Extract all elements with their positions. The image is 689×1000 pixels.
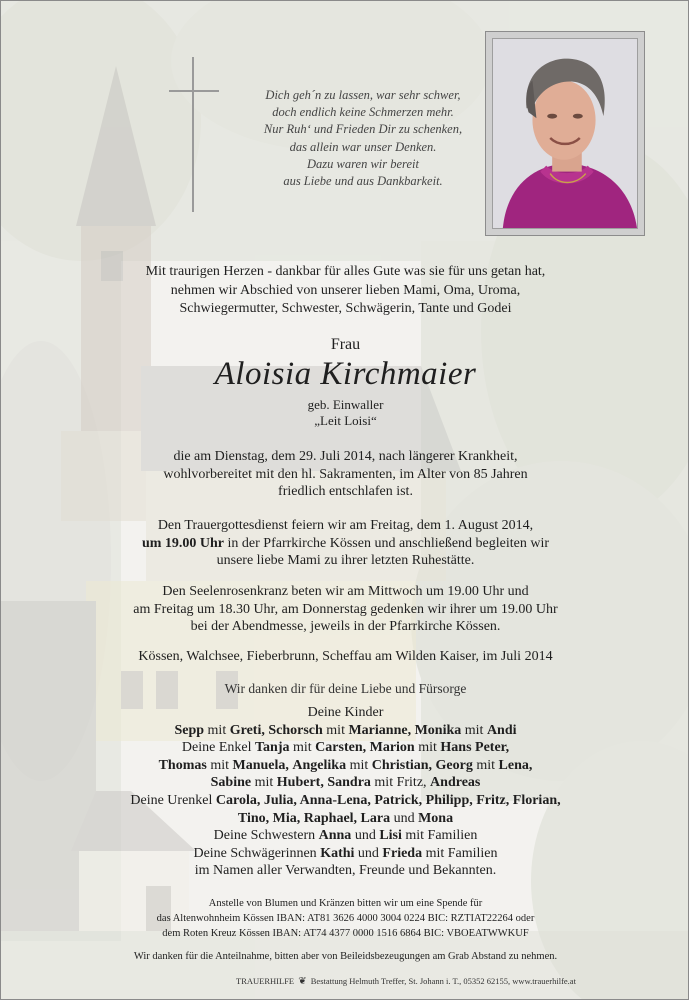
poem-line: Nur Ruh‘ und Frieden Dir zu schenken, [263, 122, 463, 137]
birth-name: geb. Einwaller „Leit Loisi“ [61, 397, 630, 429]
poem-line: Dich geh´n zu lassen, war sehr schwer, [265, 88, 461, 102]
great-grandchildren-line: Tino, Mia, Raphael, Lara und Mona [237, 810, 454, 826]
siblings-line: Deine Schwestern Anna und Lisi mit Familien [213, 828, 478, 844]
grandchildren-line: Sabine mit Hubert, Sandra mit Fritz, Andreas [210, 775, 481, 791]
portrait-frame [485, 31, 645, 236]
poem-line: Dazu waren wir bereit [307, 156, 419, 171]
funeral-home-footer [211, 976, 601, 987]
poem-line: doch endlich keine Schmerzen mehr. [272, 105, 454, 120]
trauerhilfe-logo-icon: ❦ [298, 976, 307, 987]
portrait-photo [492, 38, 638, 229]
deceased-name: Aloisia Kirchmaier [214, 356, 477, 392]
footer-text: Bestattung Helmuth Treffer, St. Johann i. T., 05352 62155, www.trauerhilfe.at [310, 976, 576, 986]
final-note: Wir danken für die Anteilnahme, bitten aber von Beileidsbezeugungen am Grab Abstand zu nehmen. [133, 951, 558, 962]
grandchildren-line: Thomas mit Manuela, Angelika mit Christian, Georg mit Lena, [158, 757, 533, 773]
children-line: Sepp mit Greti, Schorsch mit Marianne, Monika mit Andi [174, 722, 517, 738]
donation-request: Anstelle von Blumen und Kränzen bitten wir um eine Spende für das Altenwohnheim Kössen IBAN: AT81 3626 4000 3004 0224 BIC: RZTIAT22264 oder dem Roten Kreuz Kössen IBAN: AT74 4377 0000 1516 6864 BIC: VBOEATWWKUF [156, 898, 535, 939]
intro-text: Mit traurigen Herzen - dankbar für alles Gute was sie für uns getan hat, nehmen wir Abschied von unserer lieben Mami, Oma, Uroma, Schwiegermutter, Schwester, Schwägerin, Tante und Godei [145, 264, 546, 316]
thanks-line: Wir danken dir für deine Liebe und Fürsorge [224, 681, 467, 696]
poem-line: aus Liebe und aus Dankbarkeit. [283, 174, 443, 189]
rosary-info: Den Seelenrosenkranz beten wir am Mittwoch um 19.00 Uhr und am Freitag um 18.30 Uhr, am Donnerstag gedenken wir ihrer um 19.00 Uhr bei der Abendmesse, jeweils in der Pfarrkirche Kössen. [133, 584, 558, 634]
poem [213, 87, 513, 190]
places-date: Kössen, Walchsee, Fieberbrunn, Scheffau am Wilden Kaiser, im Juli 2014 [138, 649, 553, 664]
grandchildren-line: Deine Enkel Tanja mit Carsten, Marion mit Hans Peter, [181, 740, 510, 756]
footer-brand: TRAUERHILFE [236, 976, 295, 986]
great-grandchildren-line: Deine Urenkel Carola, Julia, Anna-Lena, Patrick, Philipp, Fritz, Florian, [130, 792, 561, 808]
family-list [61, 704, 630, 880]
children-heading: Deine Kinder [307, 705, 384, 720]
death-notice: die am Dienstag, dem 29. Juli 2014, nach längerer Krankheit, wohlvorbereitet mit den hl. Sakramenten, im Alter von 85 Jahren friedlich entschlafen ist. [163, 449, 528, 499]
salutation: Frau [330, 336, 361, 353]
closing-line: im Namen aller Verwandten, Freunde und Bekannten. [194, 863, 497, 879]
nickname: „Leit Loisi“ [314, 413, 377, 428]
funeral-time: um 19.00 Uhr [141, 535, 225, 551]
poem-line: das allein war unser Denken. [289, 139, 437, 154]
cross-icon [169, 57, 219, 212]
inlaws-line: Deine Schwägerinnen Kathi und Frieda mit Familien [193, 845, 498, 861]
funeral-info: Den Trauergottesdienst feiern wir am Freitag, dem 1. August 2014, um 19.00 Uhr in der Pfarrkirche Kössen und anschließend begleiten wir unsere liebe Mami zu ihrer letzten Ruhestätte. [141, 518, 550, 568]
